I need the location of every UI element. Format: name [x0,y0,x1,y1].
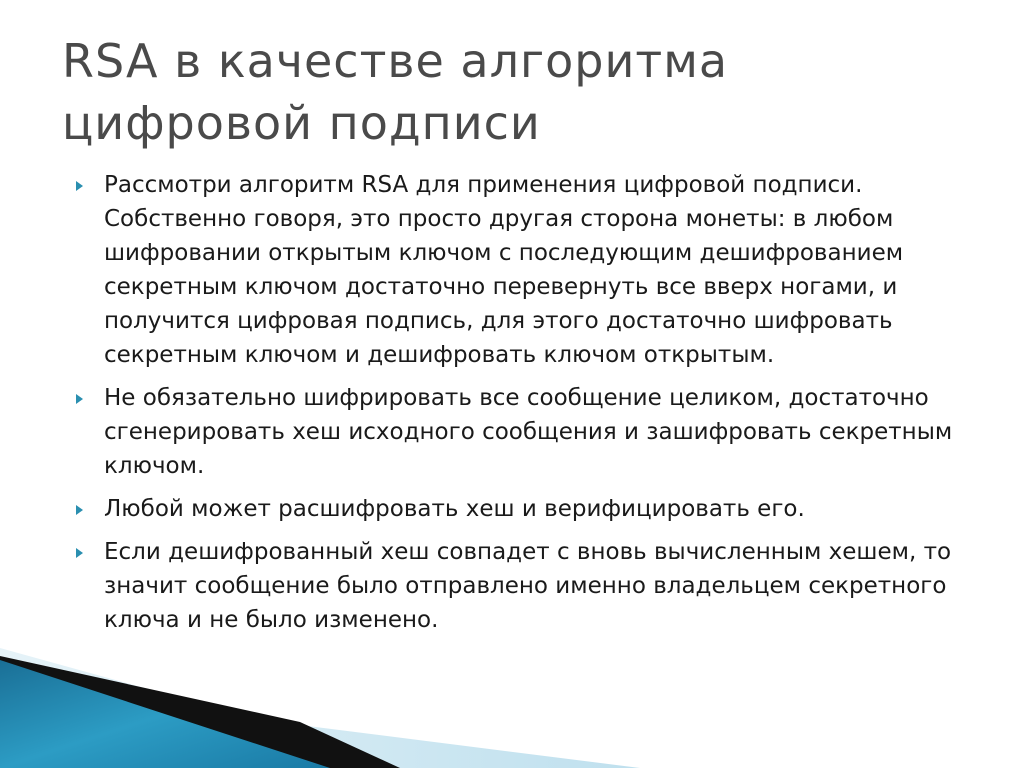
triangle-right-icon [76,394,83,404]
triangle-right-icon [76,505,83,515]
bullet-text: Рассмотри алгоритм RSA для применения цифровой подписи. Собственно говоря, это просто другая сторона монеты: в любом шифровании открытым ключом с последующим дешифрованием секретным ключом достаточно перевернуть все вверх ногами, и получится цифровая подпись, для этого достаточно шифровать секретным ключом и дешифровать ключом открытым. [104,172,904,368]
bullet-item [76,168,956,372]
bullet-text: Не обязательно шифрировать все сообщение целиком, достаточно сгенерировать хеш исходного сообщения и зашифровать секретным ключом. [104,385,953,479]
triangle-right-icon [76,548,83,558]
triangle-right-icon [76,181,83,191]
bullet-item [76,492,956,526]
slide-title: RSA в качестве алгоритма цифровой подписи [62,34,729,150]
bullet-text: Если дешифрованный хеш совпадет с вновь вычисленным хешем, то значит сообщение было отправлено именно владельцем секретного ключа и не было изменено. [104,539,952,633]
bullet-text: Любой может расшифровать хеш и верифицировать его. [104,496,805,522]
bullet-list [76,168,956,646]
bullet-item [76,535,956,637]
bullet-item [76,381,956,483]
